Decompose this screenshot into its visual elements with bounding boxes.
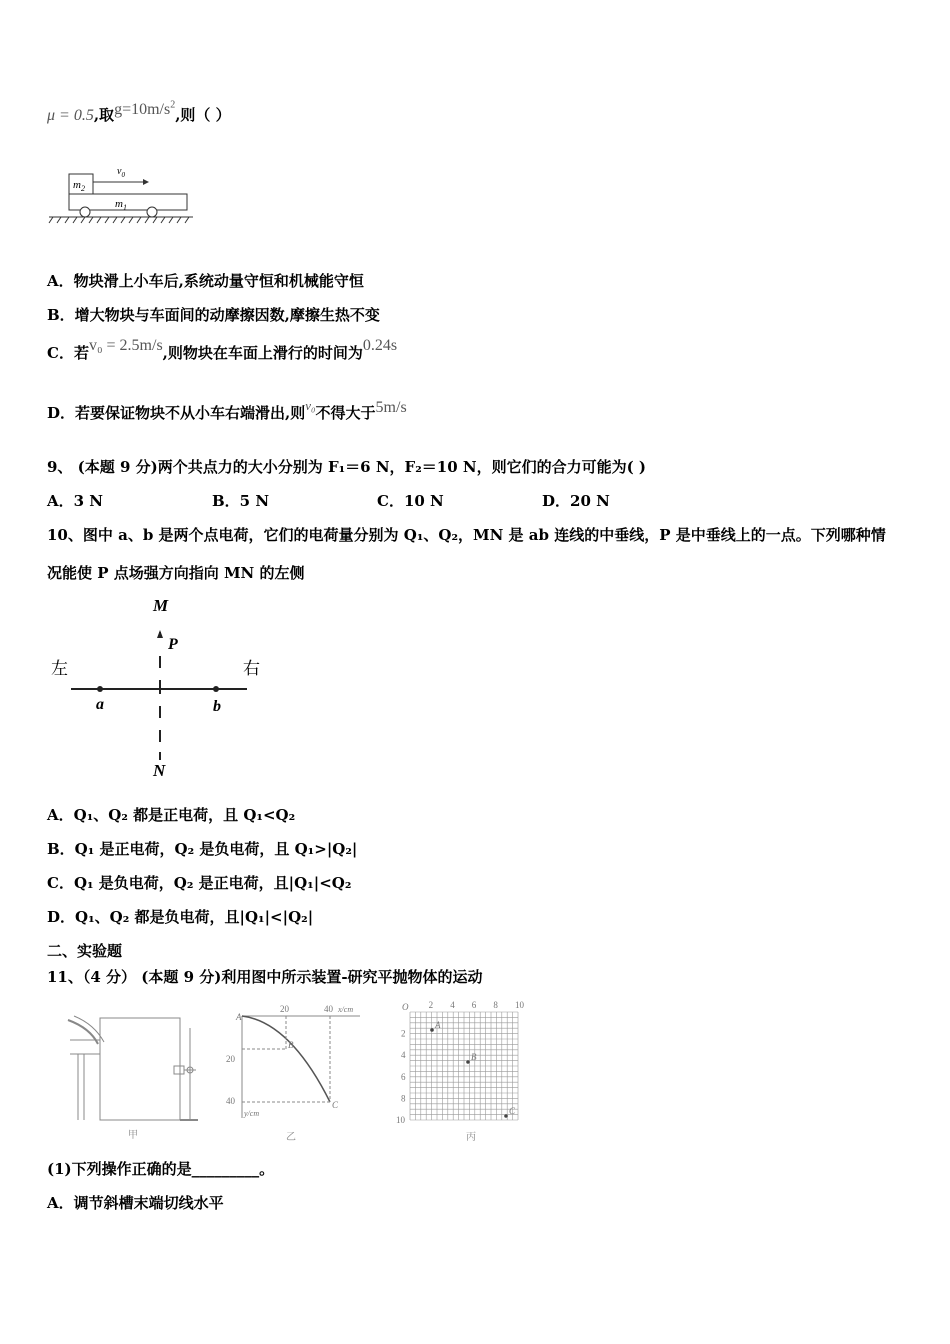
label-a: a — [96, 696, 104, 713]
q9-option-b: B．5 N — [212, 492, 270, 510]
section-heading: 二、实验题 — [47, 942, 123, 960]
option-c-time: 0.24s — [362, 337, 398, 354]
caption-jia: 甲 — [128, 1130, 138, 1141]
option-d-mid: 不得大于 — [315, 404, 376, 422]
then-text: ,则（ ） — [175, 106, 231, 124]
q8-option-d — [47, 398, 407, 423]
option-c-prefix: C．若 — [47, 344, 89, 362]
take-text: ,取 — [93, 106, 115, 124]
bing-x-labels — [429, 1000, 525, 1010]
v0-label: $v_0$ — [117, 166, 125, 179]
q9-option-c: C．10 N — [377, 492, 444, 510]
bing-x-tick-label: 6 — [471, 1000, 477, 1010]
g-formula — [114, 101, 175, 118]
yi-y20: 20 — [226, 1054, 235, 1064]
experiment-figures — [60, 998, 550, 1146]
yi-label-a: A — [236, 1012, 242, 1022]
cart-figure — [47, 160, 197, 230]
wheel-right — [147, 207, 157, 217]
bing-y-tick-label: 10 — [396, 1115, 405, 1125]
q10-stem-line1: 10、图中 a、b 是两个点电荷，它们的电荷量分别为 Q₁、Q₂，MN 是 ab 连线的中垂线，P 是中垂线上的一点。下列哪种情 — [47, 526, 886, 544]
bing-x-tick-label: 2 — [428, 1000, 434, 1010]
label-p: P — [168, 636, 178, 653]
q10-option-d: D．Q₁、Q₂ 都是负电荷，且|Q₁|<|Q₂| — [47, 908, 314, 926]
bing-y-tick-label: 6 — [401, 1071, 406, 1082]
bing-x-tick-label: 4 — [450, 1000, 455, 1010]
bing-point-c — [504, 1114, 508, 1118]
option-c-mid: ,则物块在车面上滑行的时间为 — [162, 344, 363, 362]
figure-yi — [242, 1016, 360, 1118]
charge-a — [97, 686, 103, 692]
q10-option-c: C．Q₁ 是负电荷，Q₂ 是正电荷，且|Q₁|<Q₂ — [47, 874, 352, 892]
bing-y-tick-label: 2 — [401, 1028, 406, 1039]
q10-option-b: B．Q₁ 是正电荷，Q₂ 是负电荷，且 Q₁>|Q₂| — [47, 840, 358, 858]
q8-option-b: B．增大物块与车面间的动摩擦因数,摩擦生热不变 — [47, 306, 380, 324]
q11-stem: 11、（4 分） (本题 9 分)利用图中所示装置-研究平抛物体的运动 — [47, 968, 483, 986]
bing-y-tick-label: 4 — [401, 1050, 406, 1061]
yi-x-unit: x/cm — [338, 1005, 354, 1014]
q9-option-a: A．3 N — [47, 492, 104, 510]
charge-figure — [47, 592, 277, 787]
label-left: 左 — [51, 659, 68, 678]
charge-b — [213, 686, 219, 692]
ground-hatch — [49, 217, 189, 223]
option-c-v0: v₀ = 2.5m/s — [88, 337, 163, 354]
bing-point-b — [466, 1060, 470, 1064]
yi-y40: 40 — [226, 1096, 235, 1106]
label-b: b — [213, 698, 221, 715]
q8-option-c — [47, 337, 398, 363]
yi-x40: 40 — [324, 1004, 333, 1014]
bing-point-a — [430, 1028, 434, 1032]
option-d-prefix: D．若要保证物块不从小车右端滑出,则 — [47, 404, 306, 422]
q9-option-d: D．20 N — [542, 492, 610, 510]
bing-x-tick-label: 8 — [493, 1000, 498, 1010]
v0-arrowhead — [143, 179, 149, 185]
bing-label-c: C — [509, 1106, 516, 1116]
g-value: g=10m/s — [114, 101, 171, 118]
yi-label-c: C — [332, 1100, 339, 1110]
m2-label: $m_2$ — [73, 179, 85, 193]
option-d-v0: v₀ — [305, 398, 316, 413]
yi-y-unit: y/cm — [244, 1109, 260, 1118]
label-right: 右 — [243, 659, 260, 678]
label-n: N — [153, 761, 166, 780]
caption-yi: 乙 — [286, 1132, 296, 1143]
bing-y-tick-label: 8 — [401, 1093, 406, 1104]
wheel-left — [80, 207, 90, 217]
bing-origin: O — [402, 1002, 409, 1012]
g-exponent: 2 — [170, 99, 176, 111]
q10-stem-line2: 况能使 P 点场强方向指向 MN 的左侧 — [47, 564, 305, 582]
figure-bing-grid — [410, 1012, 518, 1120]
caption-bing: 丙 — [466, 1132, 476, 1143]
yi-x20: 20 — [280, 1004, 289, 1014]
q11-subquestion-1: (1)下列操作正确的是_________。 — [47, 1160, 275, 1178]
yi-label-b: B — [288, 1040, 294, 1050]
bing-x-tick-label: 10 — [515, 1000, 524, 1010]
figure-jia — [68, 1016, 198, 1120]
q10-option-a: A．Q₁、Q₂ 都是正电荷，且 Q₁<Q₂ — [47, 806, 296, 824]
q8-option-a: A．物块滑上小车后,系统动量守恒和机械能守恒 — [47, 272, 364, 290]
q8-condition-line — [47, 99, 231, 125]
label-m: M — [153, 596, 169, 615]
bing-label-b: B — [471, 1052, 477, 1062]
p-arrow-icon — [157, 630, 163, 638]
bing-label-a: A — [435, 1020, 441, 1030]
mu-formula: μ = 0.5 — [47, 107, 94, 124]
m1-label: $m_1$ — [115, 198, 127, 212]
q9-stem: 9、 (本题 9 分)两个共点力的大小分别为 F₁＝6 N，F₂＝10 N，则它们的合力可能为( ) — [47, 458, 646, 476]
option-d-value: 5m/s — [375, 399, 407, 416]
q11-option-a: A．调节斜槽末端切线水平 — [47, 1194, 224, 1212]
bing-y-labels — [396, 1029, 406, 1125]
